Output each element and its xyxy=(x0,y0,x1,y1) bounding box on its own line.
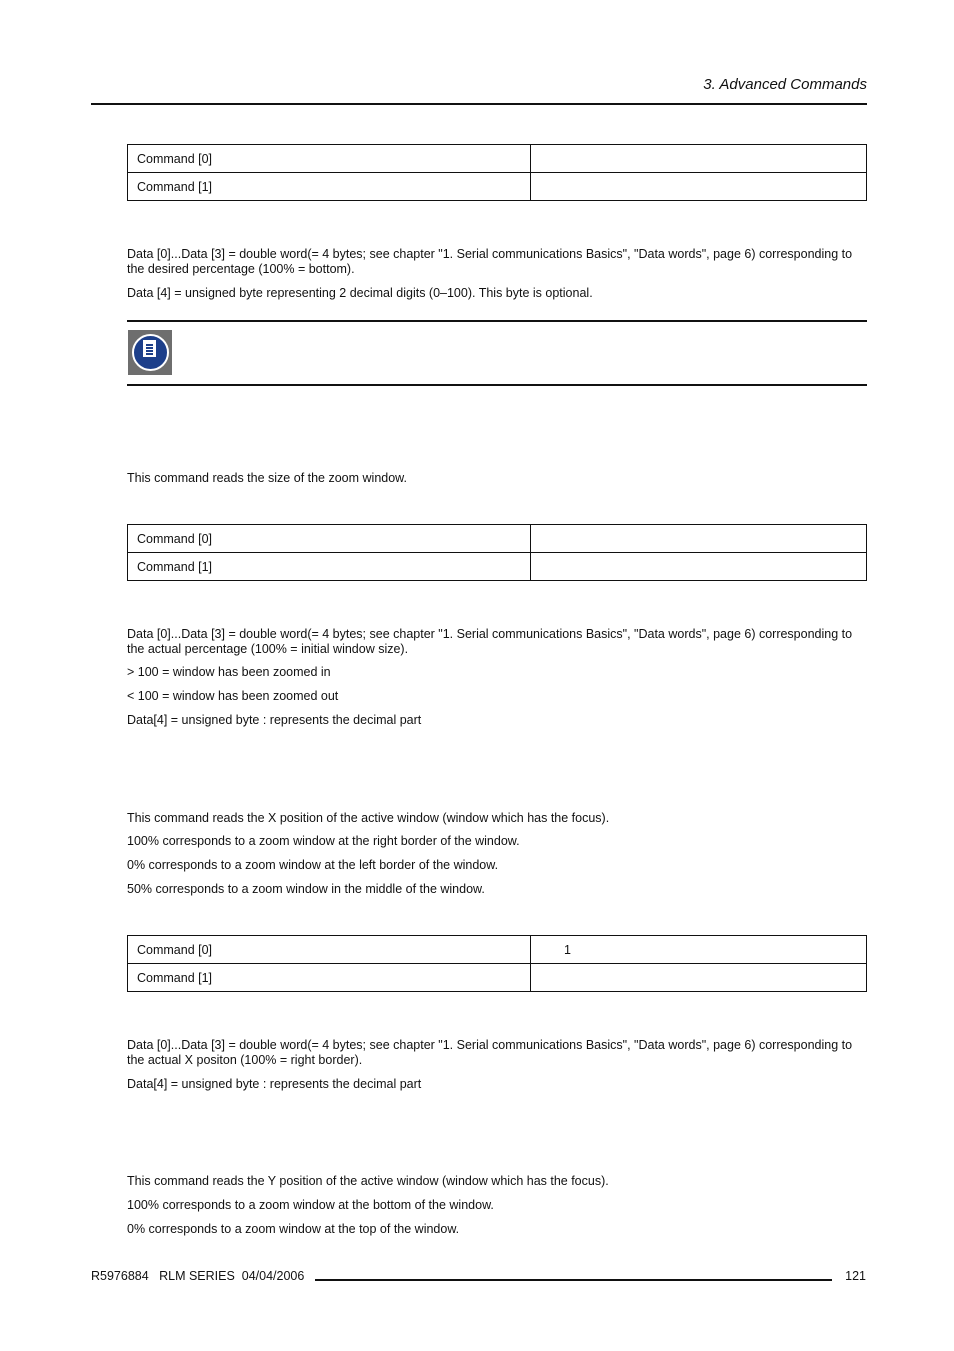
paragraph: 100% corresponds to a zoom window at the right border of the window. xyxy=(127,834,520,848)
paragraph: This command reads the X position of the active window (window which has the focus). xyxy=(127,811,610,825)
table-cell-value: 1 xyxy=(531,936,867,964)
footer-rule xyxy=(315,1279,832,1281)
table-cell-value xyxy=(531,145,867,173)
paragraph: < 100 = window has been zoomed out xyxy=(127,689,339,703)
table-row xyxy=(128,964,867,992)
footer-document-id: R5976884 RLM SERIES 04/04/2006 xyxy=(91,1269,305,1283)
paragraph: Data [0]...Data [3] = double word(= 4 bytes; see chapter "1. Serial communications Basics", "Data words", page 6) corresponding to the actual percentage (100% = initial window size). xyxy=(127,627,853,656)
table-cell-label: Command [1] xyxy=(128,964,531,992)
table-cell-label: Command [0] xyxy=(128,936,531,964)
table-row xyxy=(128,145,867,173)
table-cell-value xyxy=(531,525,867,553)
command-table-1 xyxy=(127,144,867,201)
command-table-2 xyxy=(127,524,867,581)
table-cell-label: Command [1] xyxy=(128,173,531,201)
paragraph: Data [4] = unsigned byte representing 2 decimal digits (0–100). This byte is optional. xyxy=(127,286,593,300)
paragraph: Data[4] = unsigned byte : represents the decimal part xyxy=(127,1077,422,1091)
paragraph: Data [0]...Data [3] = double word(= 4 bytes; see chapter "1. Serial communications Basics", "Data words", page 6) corresponding to the desired percentage (100% = bottom). xyxy=(127,247,853,276)
note-top-rule xyxy=(127,320,867,322)
table-cell-label: Command [1] xyxy=(128,553,531,581)
table-row xyxy=(128,173,867,201)
note-bottom-rule xyxy=(127,384,867,386)
paragraph: 0% corresponds to a zoom window at the left border of the window. xyxy=(127,858,499,872)
command-table-3 xyxy=(127,935,867,992)
table-cell-value xyxy=(531,964,867,992)
paragraph: 100% corresponds to a zoom window at the bottom of the window. xyxy=(127,1198,494,1212)
table-row xyxy=(128,936,867,964)
paragraph: This command reads the Y position of the active window (window which has the focus). xyxy=(127,1174,609,1188)
table-row xyxy=(128,553,867,581)
table-cell-value xyxy=(531,173,867,201)
table-cell-value xyxy=(531,553,867,581)
paragraph: 50% corresponds to a zoom window in the middle of the window. xyxy=(127,882,485,896)
note-document-icon xyxy=(128,330,172,375)
table-cell-label: Command [0] xyxy=(128,525,531,553)
paragraph: This command reads the size of the zoom window. xyxy=(127,471,407,485)
paragraph: > 100 = window has been zoomed in xyxy=(127,665,331,679)
table-row xyxy=(128,525,867,553)
footer-page-number: 121 xyxy=(845,1269,866,1283)
paragraph: Data[4] = unsigned byte : represents the decimal part xyxy=(127,713,422,727)
paragraph: Data [0]...Data [3] = double word(= 4 bytes; see chapter "1. Serial communications Basics", "Data words", page 6) corresponding to the actual X positon (100% = right border). xyxy=(127,1038,853,1067)
table-cell-label: Command [0] xyxy=(128,145,531,173)
paragraph: 0% corresponds to a zoom window at the top of the window. xyxy=(127,1222,460,1236)
page-header-title: 3. Advanced Commands xyxy=(703,76,867,93)
header-rule xyxy=(91,103,867,105)
